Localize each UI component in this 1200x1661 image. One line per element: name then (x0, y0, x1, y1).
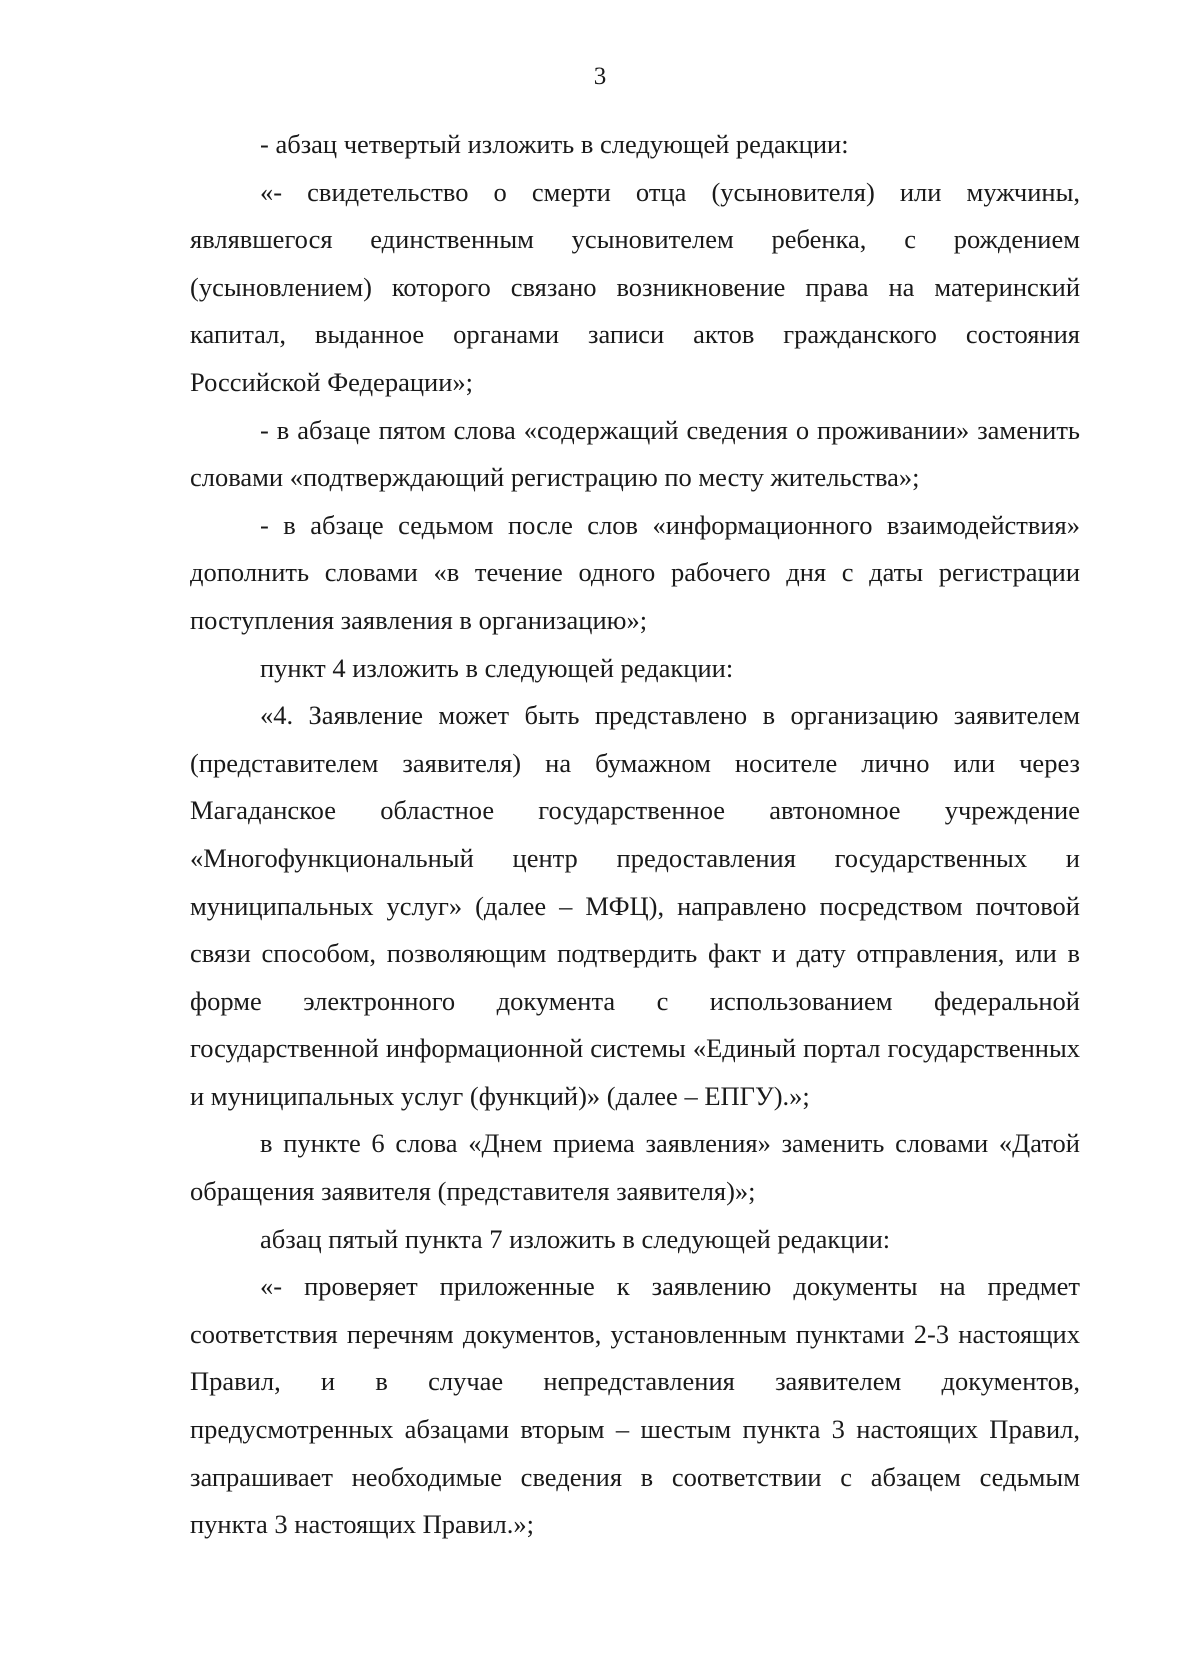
paragraph: - абзац четвертый изложить в следующей редакции: (260, 129, 849, 159)
paragraph: «- свидетельство о смерти отца (усыновителя) или мужчины, являвшегося единственным усыновителем ребенка, с рождением (усыновлением) которого связано возникновение права на материнский капитал, выданное органами записи актов гражданского состояния Российской Федерации»; (190, 176, 1080, 397)
page-number: 3 (593, 63, 607, 90)
paragraph: в пункте 6 слова «Днем приема заявления» заменить словами «Датой обращения заявителя (представителя заявителя)»; (190, 1128, 1080, 1207)
paragraph: - в абзаце седьмом после слов «информационного взаимодействия» дополнить словами «в течение одного рабочего дня с даты регистрации поступления заявления в организацию»; (190, 509, 1080, 635)
paragraph: абзац пятый пункта 7 изложить в следующей редакции: (260, 1223, 891, 1254)
paragraph: пункт 4 изложить в следующей редакции: (260, 652, 734, 683)
document-body (190, 121, 1080, 1549)
paragraph: «4. Заявление может быть представлено в организацию заявителем (представителем заявителя) на бумажном носителе лично или через Магаданское областное государственное автономное учреждение «Многофункциональный центр предоставления государственных и муниципальных услуг» (далее – МФЦ), направлено посредством почтовой связи способом, позволяющим подтвердить факт и дату отправления, или в форме электронного документа с использованием федеральной государственной информационной системы «Единый портал государственных и муниципальных услуг (функций)» (далее – ЕПГУ).»; (190, 700, 1080, 1111)
paragraph: - в абзаце пятом слова «содержащий сведения о проживании» заменить словами «подтверждающий регистрацию по месту жительства»; (190, 414, 1080, 493)
paragraph: «- проверяет приложенные к заявлению документы на предмет соответствия перечням документов, установленным пунктами 2-3 настоящих Правил, и в случае непредставления заявителем документов, предусмотренных абзацами вторым – шестым пункта 3 настоящих Правил, запрашивает необходимые сведения в соответствии с абзацем седьмым пункта 3 настоящих Правил.»; (190, 1271, 1080, 1540)
